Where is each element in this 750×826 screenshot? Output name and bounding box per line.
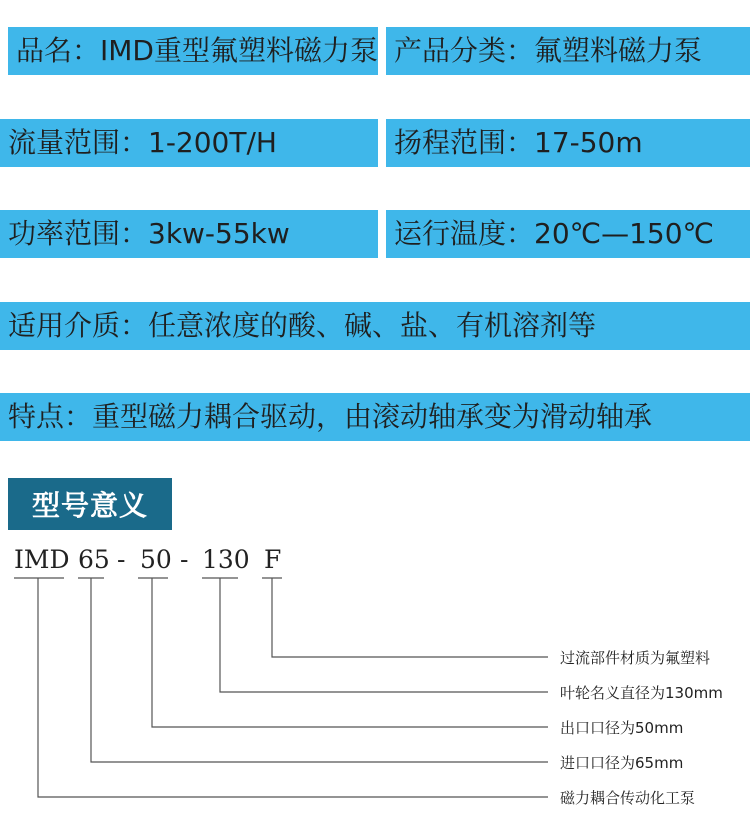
spec-head-range: [386, 119, 750, 167]
spec-head-range-text: 扬程范围：17-50m: [394, 126, 643, 159]
spec-product-name-text: 品名：IMD重型氟塑料磁力泵: [16, 34, 378, 67]
spec-product-name: [8, 27, 378, 75]
spec-power-range: [0, 210, 378, 258]
spec-features-text: 特点：重型磁力耦合驱动，由滚动轴承变为滑动轴承: [8, 400, 653, 433]
spec-product-category: [386, 27, 750, 75]
spec-power-range-text: 功率范围：3kw-55kw: [8, 217, 290, 250]
desc-material: 过流部件材质为氟塑料: [560, 649, 711, 667]
spec-applicable-media-text: 适用介质：任意浓度的酸、碱、盐、有机溶剂等: [8, 309, 597, 342]
code-part-inlet: 65: [78, 545, 110, 574]
model-meaning-title: [8, 478, 172, 530]
spec-flow-range-text: 流量范围：1-200T/H: [8, 126, 277, 159]
model-meaning-title-text: 型号意义: [31, 489, 148, 522]
desc-outlet-diameter: 出口口径为50mm: [560, 719, 684, 737]
code-part-material: F: [264, 545, 282, 574]
model-code-diagram: [0, 530, 750, 826]
model-code-leader-lines: [0, 530, 750, 826]
spec-flow-range: [0, 119, 378, 167]
spec-operating-temperature-text: 运行温度：20℃—150℃: [394, 217, 714, 250]
code-part-dash-2: -: [180, 545, 189, 574]
desc-impeller-diameter: 叶轮名义直径为130mm: [560, 684, 723, 702]
code-part-dash-1: -: [117, 545, 126, 574]
spec-operating-temperature: [386, 210, 750, 258]
code-part-outlet: 50: [140, 545, 172, 574]
spec-product-category-text: 产品分类：氟塑料磁力泵: [394, 34, 703, 67]
spec-features: [0, 393, 750, 441]
desc-inlet-diameter: 进口口径为65mm: [560, 754, 684, 772]
desc-pump-type: 磁力耦合传动化工泵: [560, 789, 696, 807]
code-part-imd: IMD: [14, 545, 70, 574]
code-part-impeller: 130: [202, 545, 250, 574]
spec-applicable-media: [0, 302, 750, 350]
